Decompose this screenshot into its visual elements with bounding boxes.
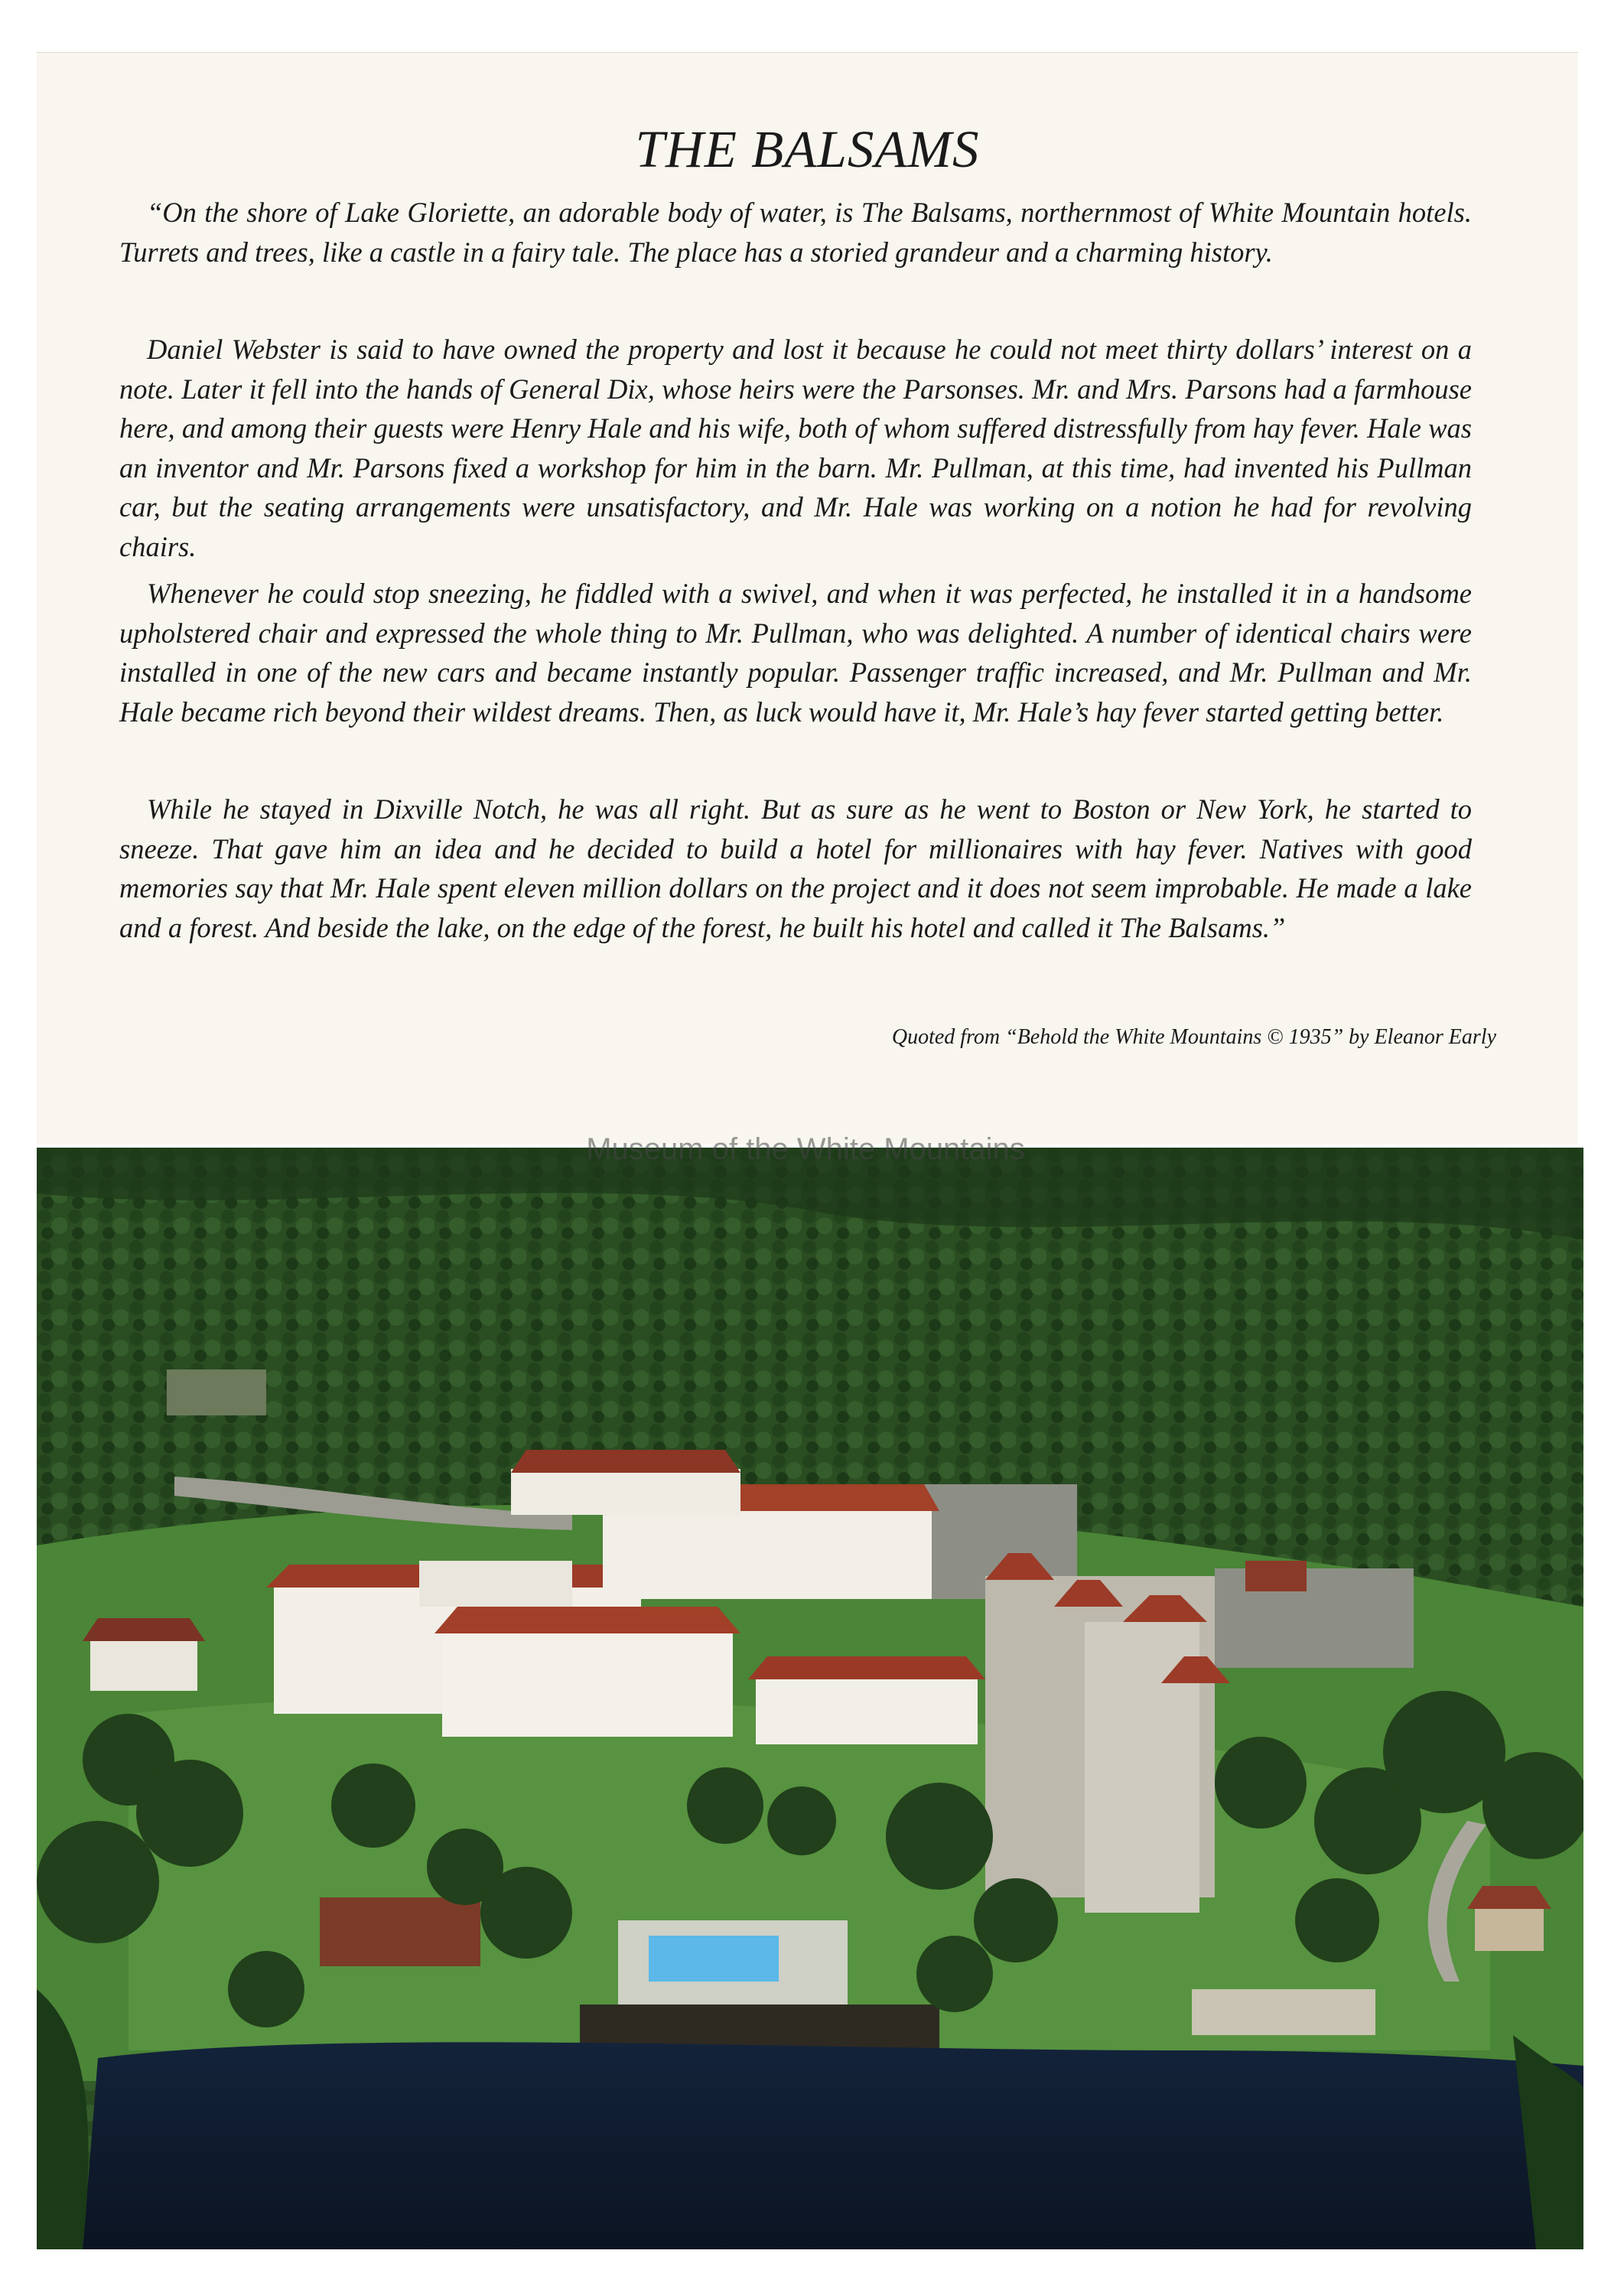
paragraph-3-text: Whenever he could stop sneezing, he fiddled with a swivel, and when it was perfected, he installed it in a handsome upholstered chair and expressed the whole thing to Mr. Pullman, who was delighted. A number of identical chairs were installed in one of the new cars and became instantly popular. Passenger traffic increased, and Mr. Pullman and Mr. Hale became rich beyond their wildest dreams. Then, as luck would have it, Mr. Hale’s hay fever started getting better. [119,578,1472,728]
playground [1192,1989,1375,2035]
lake [83,2042,1583,2249]
cottage-right [1475,1905,1544,1951]
page-title: THE BALSAMS [635,120,980,178]
paragraph-1-text: “On the shore of Lake Gloriette, an adorable body of water, is The Balsams, northernmost of White Mountain hotels. Turrets and trees, like a castle in a fairy tale. The place has a storied grandeur and a charming history. [119,197,1472,268]
paragraph-2-text: Daniel Webster is said to have owned the property and lost it because he could not meet thirty dollars’ interest on a note. Later it fell into the hands of General Dix, whose heirs were the Parsonses. Mr. and Mrs. Parsons had a farmhouse here, and among their guests were Henry Hale and his wife, both of whom suffered distressfully from hay fever. Hale was an inventor and Mr. Parsons fixed a workshop for him in the barn. Mr. Pullman, at this time, had invented his Pullman car, but the seating arrangements were unsatisfactory, and Mr. Hale was working on a notion he had for revolving chairs. [119,334,1472,562]
tennis-courts [320,1897,480,1966]
cottage-left [90,1637,197,1691]
watermark: Museum of the White Mountains [586,1132,1025,1166]
paragraph-4-text: While he stayed in Dixville Notch, he was all right. But as sure as he went to Boston or New York, he started to sneeze. That gave him an idea and he decided to build a hotel for millionaires with hay fever. Natives with good memories say that Mr. Hale spent eleven million dollars on the project and it does not seem improbable. He made a lake and a forest. And beside the lake, on the edge of the forest, he built his hotel and called it The Balsams.” [119,793,1472,943]
paragraph-4 [119,790,1472,947]
aerial-photo-illustration [37,1148,1583,2249]
barn [167,1369,266,1415]
quote-source: Quoted from “Behold the White Mountains © 1935” by Eleanor Early [891,1025,1496,1049]
aerial-photo [37,1148,1583,2249]
paragraph-2 [119,330,1472,566]
swimming-pool [649,1936,779,1982]
paragraph-3 [119,574,1472,731]
tower-building [985,1553,1230,1913]
garage [1245,1561,1307,1591]
text-card [37,52,1578,1145]
parking-lot-2 [1215,1568,1414,1668]
paragraph-1 [119,193,1472,272]
